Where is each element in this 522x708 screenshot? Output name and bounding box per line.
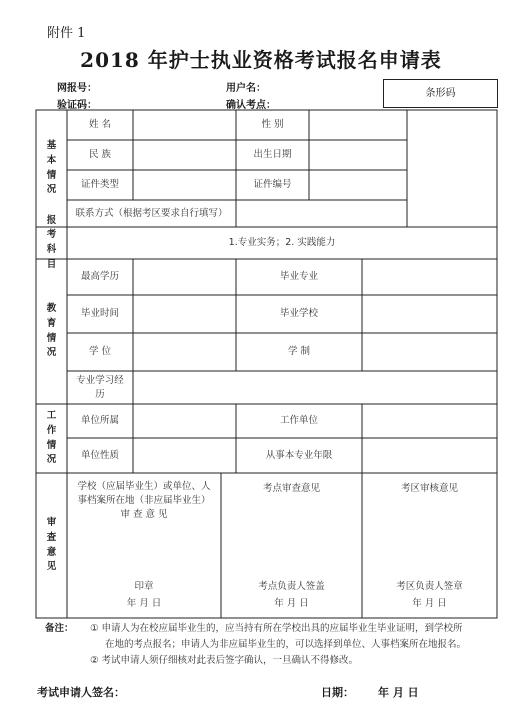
footer-date-label: 日期：: [321, 686, 354, 699]
verification-code-label: 验证码：: [57, 100, 97, 111]
work-years-label: 从事本专业年限: [265, 449, 333, 461]
confirm-site-label: 确认考点：: [226, 100, 276, 111]
note-1-line-1: ① 申请人为在校应届毕业生的，应当持有所在学校出具的应届毕业生毕业证明，到学校所: [90, 623, 463, 634]
section-education-label: 教 育 情 况: [46, 303, 57, 359]
section-review-label: 审 查 意 见: [46, 517, 57, 573]
username-label: 用户名：: [226, 83, 266, 94]
seal-label: 印章: [134, 581, 154, 593]
major-label: 毕业专业: [279, 271, 318, 283]
district-date: 年 月 日: [412, 598, 447, 610]
contact-label: 联系方式（根据考区要求自行填写）: [75, 207, 228, 219]
barcode-box: 条形码: [383, 79, 498, 108]
duration-label: 学 制: [287, 346, 311, 358]
district-opinion-label: 考区审核意见: [400, 483, 458, 495]
work-location-label: 单位所属: [80, 415, 119, 427]
attachment-label: 附件 1: [47, 26, 86, 41]
note-2: ② 考试申请人须仔细核对此表后签字确认，一旦确认不得修改。: [90, 655, 359, 666]
site-sign-label: 考点负责人签盖: [258, 581, 325, 593]
school-opinion-label: 学校（应届毕业生）或单位、人事档案所在地（非应届毕业生）审 查 意 见: [77, 481, 211, 520]
section-subjects-label: 报 考 科 目: [46, 214, 57, 270]
ethnicity-label: 民 族: [88, 149, 112, 161]
school-date: 年 月 日: [126, 598, 162, 610]
applicant-sign-label: 考试申请人签名：: [37, 686, 125, 699]
study-history-label: 专业学习经历: [76, 374, 124, 400]
registration-no-label: 网报号：: [57, 83, 97, 94]
birth-date-label: 出生日期: [253, 149, 292, 161]
section-work-label: 工 作 情 况: [46, 410, 57, 466]
grad-time-label: 毕业时间: [80, 308, 119, 320]
academic-degree-label: 学 位: [88, 346, 112, 358]
site-opinion-label: 考点审查意见: [262, 483, 320, 495]
page-title: 2018 年护士执业资格考试报名申请表: [80, 48, 442, 72]
employer-label: 工作单位: [279, 415, 318, 427]
gender-label: 性 别: [261, 119, 284, 131]
district-sign-label: 考区负责人签章: [396, 581, 463, 593]
section-basic-label: 基 本 情 况: [46, 140, 57, 196]
name-label: 姓 名: [88, 119, 112, 131]
site-date: 年 月 日: [274, 598, 309, 610]
work-nature-label: 单位性质: [80, 449, 119, 461]
school-label: 毕业学校: [279, 308, 318, 320]
note-1-line-2: 在地的考点报名；申请人为非应届毕业生的，可以选择到单位、人事档案所在地报名。: [105, 639, 467, 650]
highest-degree-label: 最高学历: [80, 271, 119, 283]
subjects-value: 1.专业实务；2. 实践能力: [228, 237, 336, 249]
id-type-label: 证件类型: [80, 179, 119, 191]
id-number-label: 证件编号: [253, 179, 292, 191]
notes-label: 备注：: [45, 623, 74, 634]
footer-date-value: 年 月 日: [378, 686, 419, 699]
